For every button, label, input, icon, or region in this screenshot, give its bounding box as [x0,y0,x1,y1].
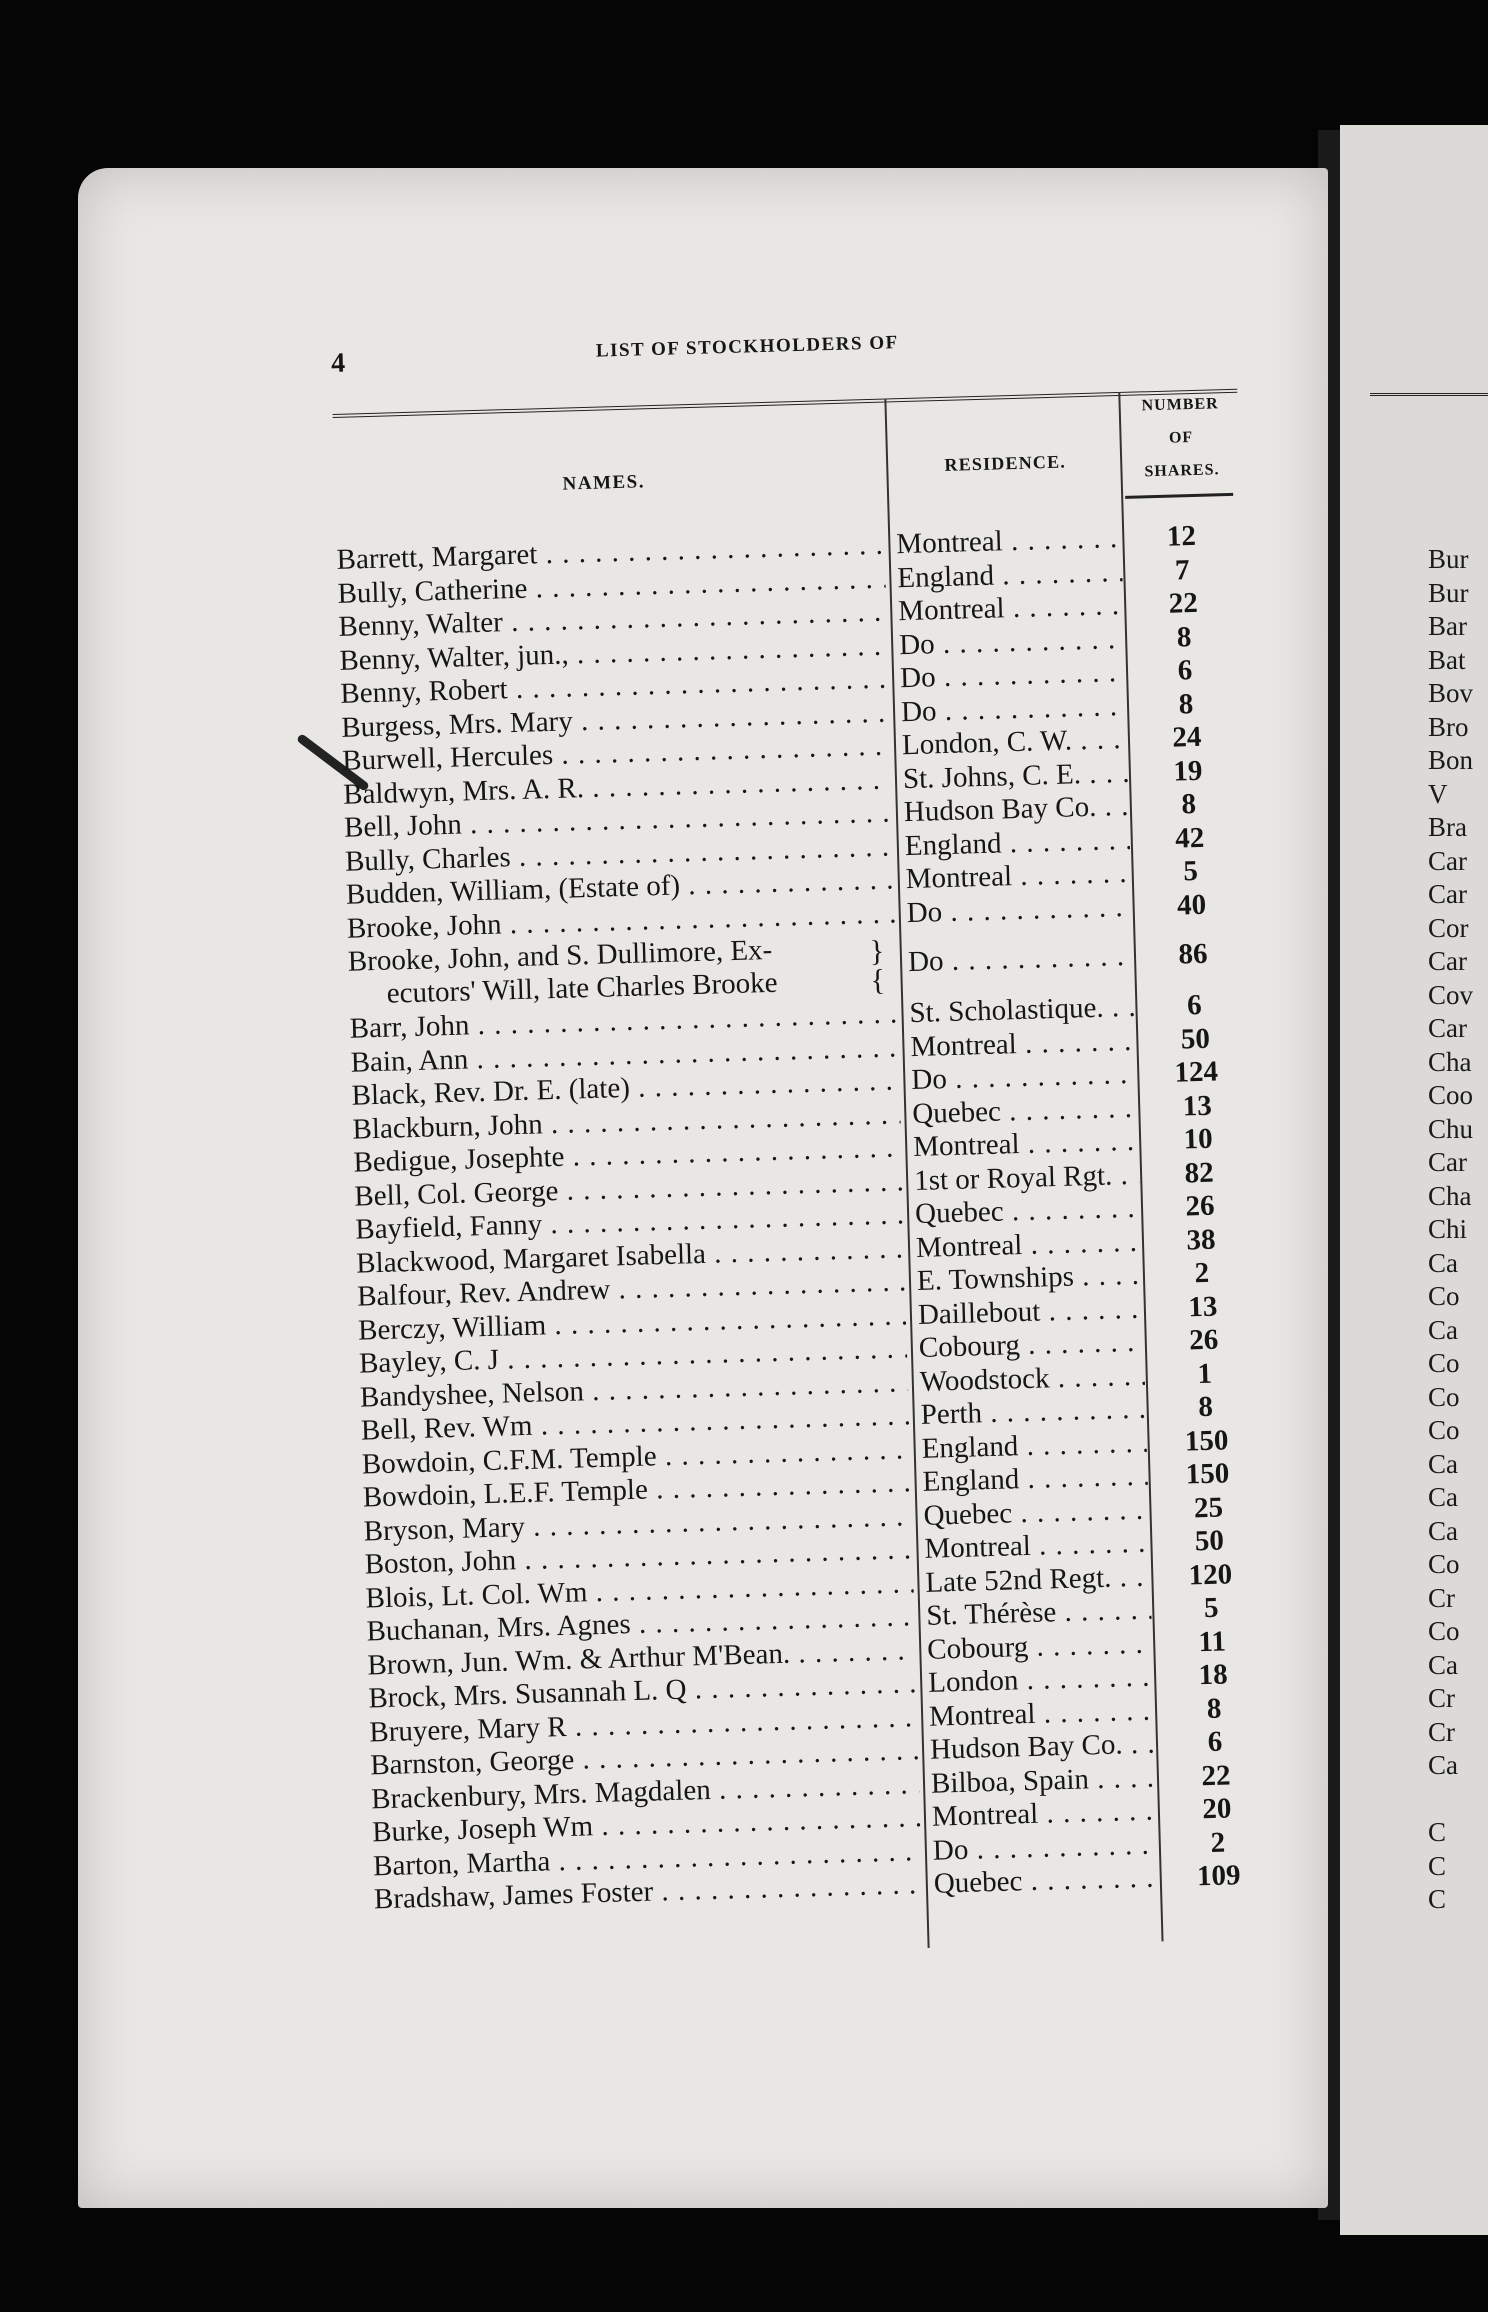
page-number: 4 [330,347,346,379]
stockholder-name-text: Buchanan, Mrs. Agnes [366,1608,632,1648]
facing-page-fragment: Cr [1428,1683,1455,1713]
stockholder-residence: Quebec . . . [912,1091,1138,1130]
stockholder-residence: Montreal . . . [896,522,1122,561]
stockholder-residence: 1st or Royal Rgt. . . . [914,1158,1140,1197]
stockholder-shares: 26 [1185,1189,1215,1223]
stockholder-name-text: Bruyere, Mary R [368,1710,568,1748]
facing-page-fragment: Car [1428,946,1467,976]
stockholder-name-text: Bryson, Mary [363,1510,526,1548]
stockholder-shares: 7 [1174,553,1190,586]
shares-header-line3: SHARES. [1144,461,1220,481]
stockholder-shares: 124 [1174,1055,1219,1089]
stockholder-shares: 8 [1197,1390,1214,1424]
stockholder-residence: Montreal . . . [924,1527,1150,1566]
stockholder-residence: Montreal . . . [910,1024,1136,1063]
stockholder-name-text: Bradshaw, James Foster [373,1875,654,1916]
stockholder-shares: 8 [1206,1692,1222,1725]
stockholder-name-text: Benny, Walter, jun., [339,637,570,677]
stockholder-shares: 86 [1178,937,1208,971]
stockholder-residence: Montreal . . . [932,1794,1158,1833]
facing-page-fragment: Cov [1428,979,1474,1010]
stockholder-shares: 13 [1182,1089,1213,1122]
facing-page-fragment: Ca [1428,1750,1458,1780]
facing-page-fragment [1428,1783,1473,1817]
stockholder-residence: England . . . [897,555,1123,594]
facing-page-fragment: Bra [1428,812,1467,842]
stockholder-name-text: Bowdoin, C.F.M. Temple [361,1439,658,1481]
facing-page-fragment: C [1428,1817,1447,1847]
stockholder-shares: 109 [1196,1859,1241,1893]
shares-header-line1: NUMBER [1141,395,1219,415]
facing-page-fragment: Cr [1428,1716,1455,1747]
stockholder-shares: 8 [1176,620,1192,653]
brace-icon: } { [869,934,886,998]
stockholder-residence: Quebec . . . [915,1192,1141,1231]
stockholder-residence: London . . . [928,1661,1154,1700]
facing-page-fragment: Ca [1428,1247,1458,1278]
stockholder-name-text: Boston, John [364,1544,517,1581]
stockholder-shares: 50 [1180,1022,1211,1056]
facing-page [1340,125,1488,2235]
stockholder-shares: 50 [1194,1524,1225,1558]
stockholder-shares: 22 [1200,1758,1231,1792]
stockholder-name-text: Barnston, George [369,1743,575,1782]
stockholder-shares: 11 [1198,1625,1227,1658]
stockholder-shares: 6 [1186,988,1203,1022]
stockholder-name-text: Benny, Robert [339,673,509,710]
facing-page-fragment: Ca [1428,1314,1458,1345]
stockholder-name-text: Brackenbury, Mrs. Magdalen [370,1773,712,1815]
facing-page-fragment: Bat [1428,644,1466,675]
stockholder-residence: Hudson Bay Co. . . . [930,1728,1156,1767]
stockholder-name-continuation: ecutors' Will, late Charles Brooke [386,966,778,1010]
stockholder-name-text: Baldwyn, Mrs. A. R. [342,771,585,811]
stockholder-shares: 20 [1201,1792,1232,1826]
stockholder-name-text: Bandyshee, Nelson [359,1374,585,1414]
stockholder-shares: 6 [1177,654,1193,687]
facing-page-fragment: Bur [1428,577,1469,608]
facing-page-fragment: C [1428,1884,1447,1914]
stockholder-shares: 8 [1178,687,1194,720]
facing-page-fragment: Bar [1428,611,1467,641]
names-column-header: NAMES. [562,471,646,495]
residence-column-header: RESIDENCE. [944,451,1067,475]
facing-page-name-list [1428,543,1473,1917]
facing-page-fragment: Cr [1428,1582,1455,1613]
facing-page-fragment: Cor [1428,912,1469,943]
stockholder-shares: 38 [1186,1223,1216,1256]
stockholder-residence: Do . . . [908,940,1134,979]
stockholder-shares: 18 [1198,1658,1229,1692]
stockholder-residence: Hudson Bay Co. . . . [903,790,1129,829]
stockholder-name-text: Black, Rev. Dr. E. (late) [351,1071,631,1112]
stockholder-residence: Montreal . . . [916,1225,1142,1264]
stockholder-name-text: Balfour, Rev. Andrew [356,1273,611,1313]
facing-page-fragment: Chi [1428,1214,1468,1244]
stockholder-residence: E. Townships . . . [917,1259,1143,1298]
stockholder-shares: 150 [1185,1457,1230,1491]
stockholder-shares: 5 [1203,1591,1219,1625]
stockholder-name-text: Bell, Rev. Wm [360,1409,533,1447]
stockholder-name-text: Brown, Jun. Wm. & Arthur M'Bean. [367,1637,791,1681]
stockholder-residence: Do . . . [901,689,1127,728]
stockholder-shares: 42 [1174,821,1205,855]
stockholder-residence: Montreal . . . [898,589,1124,628]
facing-page-fragment: Car [1428,1147,1467,1177]
facing-page-fragment: Co [1428,1281,1460,1311]
stockholder-shares: 82 [1184,1156,1215,1189]
stockholder-residence: Cobourg . . . [918,1326,1144,1365]
stockholder-residence: England . . . [921,1426,1147,1465]
stockholder-name-text: Bedigue, Josephte [353,1140,565,1179]
facing-page-fragment: Co [1428,1415,1460,1445]
stockholder-shares: 1 [1197,1357,1213,1390]
stockholder-shares: 22 [1168,586,1199,620]
stockholder-name-text: Blois, Lt. Col. Wm [365,1575,588,1614]
facing-page-fragment: Co [1428,1348,1460,1378]
stockholder-name-text: Barton, Martha [372,1844,551,1882]
facing-page-fragment: Car [1428,845,1467,876]
stockholder-residence: Perth . . . [920,1393,1146,1432]
stockholder-residence: Woodstock . . . [919,1359,1145,1398]
stockholder-name-text: Bayfield, Fanny [354,1208,543,1246]
facing-page-fragment: Bov [1428,678,1474,708]
stockholder-name-text: Bell, Col. George [353,1174,559,1213]
facing-page-fragment: Ca [1428,1515,1458,1546]
stockholder-residence: Do . . . [932,1828,1158,1867]
stockholder-shares: 6 [1207,1725,1223,1759]
facing-page-fragment: Bur [1428,544,1469,574]
facing-page-fragment: Ca [1428,1649,1458,1680]
stockholder-residence: Bilboa, Spain . . . [931,1761,1157,1800]
stockholder-name-text: Budden, William, (Estate of) [345,869,681,911]
facing-page-fragment: Car [1428,1013,1467,1043]
stockholder-residence: Do . . . [900,656,1126,695]
stockholder-residence: Cobourg . . . [927,1627,1153,1666]
stockholder-name-text: Burke, Joseph Wm [371,1810,594,1849]
stockholder-name-text: Brooke, John [346,907,502,945]
stockholder-shares: 10 [1183,1122,1214,1156]
stockholder-name-text: Bowdoin, L.E.F. Temple [362,1473,649,1514]
stockholder-residence: Daillebout . . . [917,1292,1143,1331]
facing-page-fragment: C [1428,1850,1447,1881]
stockholder-name-text: Bayley, C. J [358,1343,500,1380]
stockholder-name-text: Bully, Charles [344,840,512,878]
facing-page-fragment: Ca [1428,1482,1458,1512]
stockholder-shares: 25 [1193,1491,1224,1524]
stockholder-shares: 2 [1194,1256,1210,1290]
shares-column-header [1122,387,1240,489]
stockholder-name-text: Burwell, Hercules [341,738,554,777]
stockholder-shares: 24 [1171,720,1202,754]
stockholder-name-text: Brooke, John, and S. Dullimore, Ex- [347,933,773,978]
facing-page-fragment: Chu [1428,1113,1474,1144]
stockholder-residence: England . . . [922,1460,1148,1499]
stockholder-residence: Montreal . . . [929,1694,1155,1733]
stockholder-name-text: Bain, Ann [350,1042,469,1079]
stockholder-name-text: Bully, Catherine [337,572,528,610]
stockholder-name-text: Barr, John [349,1009,470,1045]
stockholder-shares: 40 [1176,888,1207,922]
stockholder-residence: Do . . . [911,1058,1137,1097]
stockholder-residence: St. Scholastique. . . . [909,991,1135,1030]
stockholder-shares: 150 [1184,1423,1229,1458]
facing-page-fragment: Cha [1428,1180,1472,1211]
facing-page-fragment: Coo [1428,1080,1474,1110]
stockholder-name-text: Blackwood, Margaret Isabella [355,1237,707,1280]
stockholder-shares: 26 [1188,1323,1219,1357]
facing-page-rule [1370,393,1488,396]
stockholder-name-text: Brock, Mrs. Susannah L. Q [368,1673,687,1715]
stockholder-residence: London, C. W. . . . [902,723,1128,762]
stockholder-residence: Do . . . [899,622,1125,661]
stockholder-residence: England . . . [904,823,1130,862]
stockholder-residence: Quebec . . . [923,1493,1149,1532]
stockholder-shares: 12 [1166,519,1197,553]
stockholder-residence: St. Johns, C. E. . . . [903,756,1129,795]
stockholder-residence: St. Thérèse . . . [926,1594,1152,1633]
stockholder-residence: Do . . . [906,890,1132,929]
facing-page-fragment: Cha [1428,1046,1472,1077]
facing-page-fragment: Co [1428,1549,1460,1579]
stockholder-residence: Montreal . . . [905,857,1131,896]
running-head: LIST OF STOCKHOLDERS OF [595,332,899,362]
stockholder-name-text: Barrett, Margaret [336,538,538,576]
facing-page-fragment: Bro [1428,711,1469,742]
stockholder-table [336,519,1279,1917]
stockholder-shares: 120 [1188,1557,1233,1592]
shares-header-line2: OF [1168,428,1194,447]
stockholder-shares: 5 [1182,854,1199,888]
facing-page-fragment: V [1428,778,1448,809]
stockholder-name-text: Berczy, William [357,1308,547,1347]
facing-page-fragment: Car [1428,879,1467,909]
stockholder-shares: 8 [1181,788,1197,821]
stockholder-residence: Montreal . . . [913,1125,1139,1164]
facing-page-fragment: Co [1428,1381,1460,1412]
stockholder-shares: 2 [1210,1826,1226,1859]
stockholder-name-text: Burgess, Mrs. Mary [340,704,574,744]
facing-page-fragment: Ca [1428,1448,1458,1479]
stockholder-shares: 19 [1172,754,1203,788]
stockholder-name-text: Benny, Walter [338,606,504,643]
facing-page-fragment: Bon [1428,745,1474,775]
stockholder-residence: Late 52nd Regt. . . . [925,1560,1151,1599]
stockholder-name-text: Bell, John [343,808,463,844]
stockholder-name-text: Blackburn, John [352,1107,544,1146]
stockholder-shares: 13 [1187,1290,1218,1323]
stockholder-residence: Quebec . . . [933,1861,1159,1900]
facing-page-fragment: Co [1428,1616,1460,1646]
